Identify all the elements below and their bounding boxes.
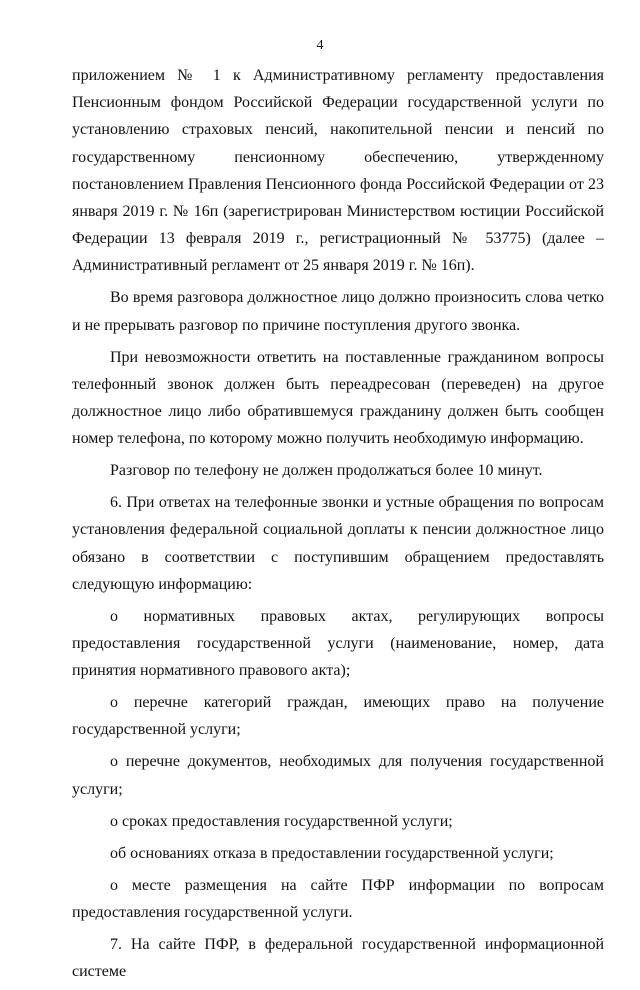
list-item-refusal-grounds: об основаниях отказа в предоставлении государственной услуги; (110, 844, 554, 862)
paragraph-speech-rules: Во время разговора должностное лицо должно произносить слова четко и не прерывать разговор по причине поступления другого звонка. (72, 289, 604, 334)
page-number: 4 (316, 38, 324, 53)
list-item-service-deadlines: о сроках предоставления государственной услуги; (110, 812, 453, 830)
paragraph-section-6: 6. При ответах на телефонные звонки и устные обращения по вопросам установления федеральной социальной доплаты к пенсии должностное лицо обязано в соответствии с поступившим обращением предоставлять следующую информацию: (72, 494, 604, 593)
list-item-legal-acts: о нормативных правовых актах, регулирующих вопросы предоставления государственной услуги (наименование, номер, дата принятия нормативного правового акта); (72, 607, 604, 680)
paragraph-regulation-reference: приложением № 1 к Административному регламенту предоставления Пенсионным фондом Российской Федерации государственной услуги по установлению страховых пенсий, накопительной пенсии и пенсий по государственному пенсионному обеспечению, утвержденному постановлением Правления Пенсионного фонда Российской Федерации от 23 января 2019 г. № 16п (зарегистрирован Министерством юстиции Российской Федерации 13 февраля 2019 г., регистрационный № 53775) (далее – Административный регламент от 25 января 2019 г. № 16п). (72, 67, 604, 275)
list-item-required-documents: о перечне документов, необходимых для получения государственной услуги; (72, 753, 604, 798)
paragraph-call-redirect: При невозможности ответить на поставленные гражданином вопросы телефонный звонок должен быть переадресован (переведен) на другое должностное лицо либо обратившемуся гражданину должен быть сообщен номер телефона, по которому можно получить необходимую информацию. (72, 348, 604, 448)
list-item-citizen-categories: о перечне категорий граждан, имеющих право на получение государственной услуги; (72, 694, 604, 739)
paragraph-section-7-start: 7. На сайте ПФР, в федеральной государственной информационной системе (72, 935, 604, 981)
list-item-pfr-website-info: о месте размещения на сайте ПФР информации по вопросам предоставления государственной услуги. (72, 876, 604, 921)
paragraph-call-duration: Разговор по телефону не должен продолжаться более 10 минут. (110, 462, 543, 480)
document-body (72, 62, 604, 990)
